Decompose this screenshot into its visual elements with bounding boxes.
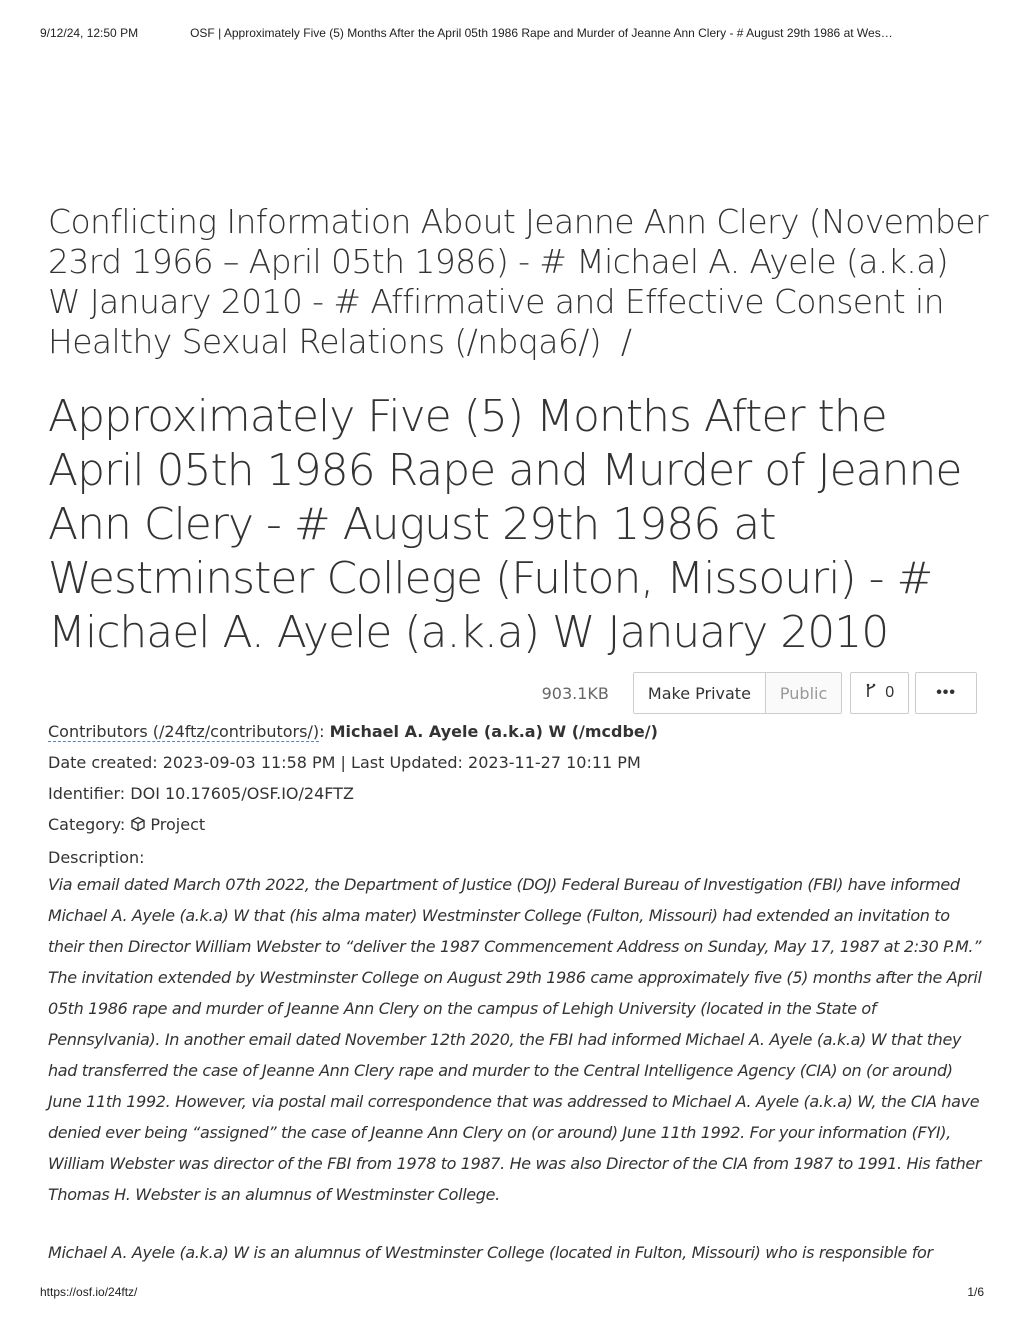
category-row	[48, 809, 978, 842]
print-page-number: 1/6	[967, 1285, 984, 1299]
public-button[interactable]: Public	[765, 673, 841, 713]
fork-count: 0	[885, 684, 895, 701]
contributors-row	[48, 716, 978, 747]
print-doc-title: OSF | Approximately Five (5) Months After the April 05th 1986 Rape and Murder of Jeanne Ann Clery - # August 29th 1986 at Wes…	[190, 26, 893, 40]
identifier-row: Identifier: DOI 10.17605/OSF.IO/24FTZ	[48, 784, 354, 803]
description-paragraph-1: Via email dated March 07th 2022, the Department of Justice (DOJ) Federal Bureau of Investigation (FBI) have informed Michael A. Ayele (a.k.a) W that (his alma mater) Westminster College (Fulton, Missouri) had extended an invitation to their then Director William Webster to “deliver the 1987 Commencement Address on Sunday, May 17, 1987 at 2:30 P.M.” The invitation extended by Westminster College on August 29th 1986 came approximately five (5) months after the April 05th 1986 rape and murder of Jeanne Ann Clery on the campus of Lehigh University (located in the State of Pennsylvania). In another email dated November 12th 2020, the FBI had informed Michael A. Ayele (a.k.a) W that they had transferred the case of Jeanne Ann Clery rape and murder to the Central Intelligence Agency (CIA) on (or around) June 11th 1992. However, via postal mail correspondence that was addressed to Michael A. Ayele (a.k.a) W, the CIA have denied ever being “assigned” the case of Jeanne Ann Clery on (or around) June 11th 1992. For your information (FYI), William Webster was director of the FBI from 1978 to 1987. He was also Director of the CIA from 1987 to 1991. His father Thomas H. Webster is an alumnus of Westminster College.	[48, 875, 982, 1204]
fork-icon	[865, 683, 877, 704]
print-footer	[40, 1285, 984, 1299]
parent-project-title	[48, 202, 988, 362]
contributors-colon: :	[319, 722, 325, 741]
contributors-link[interactable]: Contributors (/24ftz/contributors/)	[48, 722, 320, 741]
category-label: Category:	[48, 815, 126, 834]
page-title: Approximately Five (5) Months After the April 05th 1986 Rape and Murder of Jeanne Ann Clery - # August 29th 1986 at Westminster College (Fulton, Missouri) - # Michael A. Ayele (a.k.a) W January 2010	[48, 391, 962, 658]
print-header	[40, 26, 984, 40]
cube-icon	[130, 811, 146, 842]
print-timestamp: 9/12/24, 12:50 PM	[40, 26, 139, 40]
category-value: Project	[150, 815, 206, 834]
description-paragraph-2: Michael A. Ayele (a.k.a) W is an alumnus of Westminster College (located in Fulton, Missouri) who is responsible for	[48, 1243, 933, 1262]
make-private-button[interactable]: Make Private	[634, 673, 765, 713]
project-meta	[48, 716, 978, 873]
project-toolbar	[542, 672, 977, 714]
dates-row: Date created: 2023-09-03 11:58 PM | Last Updated: 2023-11-27 10:11 PM	[48, 753, 641, 772]
project-size: 903.1KB	[541, 683, 609, 703]
fork-button[interactable]	[850, 672, 909, 714]
print-url: https://osf.io/24ftz/	[40, 1285, 138, 1299]
contributor-link[interactable]: Michael A. Ayele (a.k.a) W (/mcdbe/)	[329, 722, 658, 741]
privacy-button-group	[633, 672, 842, 714]
description-label: Description:	[48, 848, 145, 867]
more-options-button[interactable]: •••	[915, 672, 977, 714]
breadcrumb-separator: /	[620, 322, 632, 361]
parent-project-link[interactable]: Conflicting Information About Jeanne Ann Clery (November 23rd 1966 – April 05th 1986) - # Michael A. Ayele (a.k.a) W January 2010 - # Affirmative and Effective Consent in Healthy Sexual Relations (/nbqa6/)	[48, 202, 988, 361]
